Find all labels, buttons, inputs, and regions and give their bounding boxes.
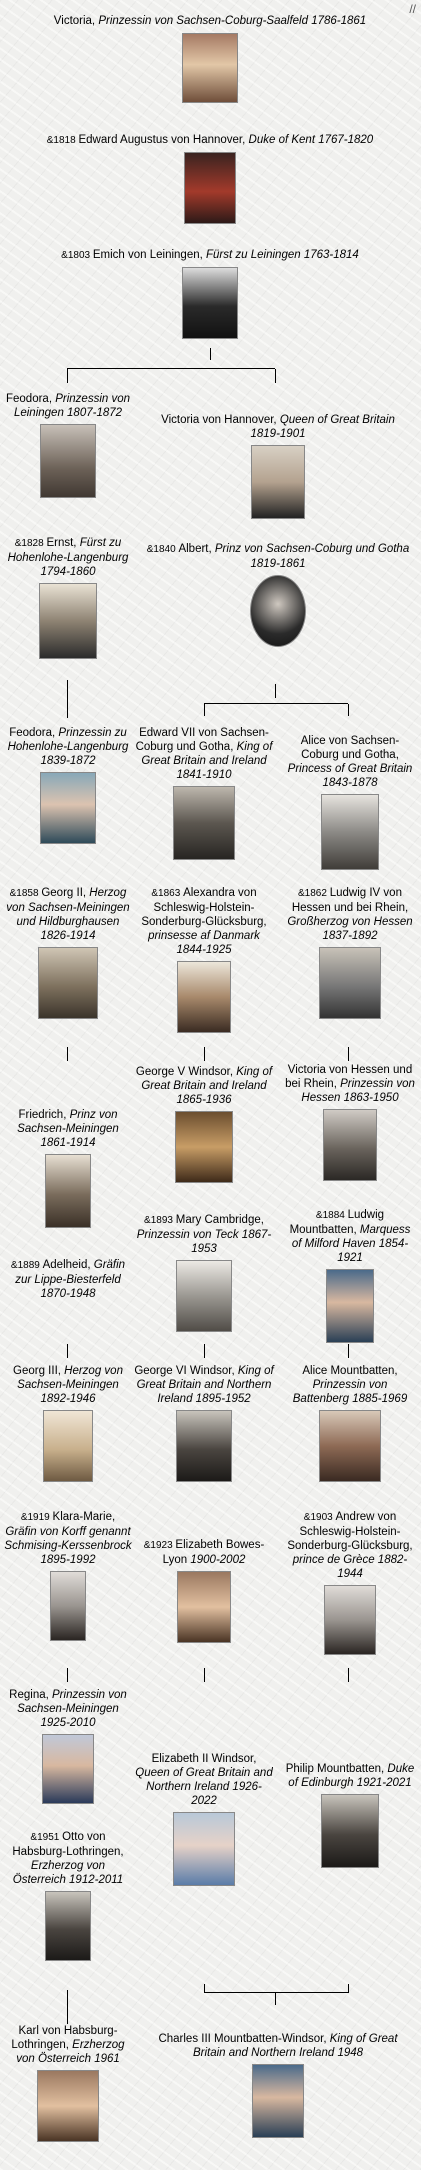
- person-george-v[interactable]: [134, 1065, 274, 1183]
- person-caption: [284, 1762, 416, 1790]
- person-caption: [284, 1510, 416, 1581]
- portrait-image: [326, 1269, 374, 1343]
- marriage-marker: &1923: [143, 1540, 176, 1551]
- person-elizabeth-bowes-lyon[interactable]: [134, 1538, 274, 1643]
- person-name: Ernst,: [46, 537, 80, 549]
- person-caption: [4, 1688, 132, 1730]
- person-name: Friedrich,: [18, 1109, 70, 1121]
- portrait-image: [175, 1111, 233, 1183]
- person-title: Queen of Great Britain 1819-1901: [250, 414, 395, 440]
- person-name: Karl von Habsburg-Lothringen,: [11, 2025, 118, 2051]
- tree-connector: [275, 369, 276, 383]
- person-title: Duke of Edinburgh 1921-2021: [288, 1763, 415, 1789]
- person-title: Prinzessin von Teck 1867-1953: [136, 1229, 272, 1255]
- portrait-image: [319, 947, 381, 1019]
- tree-connector: [348, 1668, 349, 1682]
- person-caption: [4, 1830, 132, 1887]
- person-title: King of Great Britain and Ireland 1865-1936: [141, 1066, 273, 1106]
- person-title: Marquess of Milford Haven 1854-1921: [291, 1224, 411, 1264]
- person-caption: [4, 536, 132, 579]
- portrait-image: [37, 2070, 99, 2142]
- portrait-image: [176, 1410, 232, 1482]
- tree-connector: [204, 1047, 205, 1061]
- person-title: Herzog von Sachsen-Meiningen und Hildburghausen 1826-1914: [6, 887, 130, 942]
- person-name: Klara-Marie,: [52, 1511, 116, 1523]
- tree-connector: [67, 1668, 68, 1682]
- person-title: 1900-2002: [190, 1554, 246, 1566]
- tree-connector: [275, 1993, 276, 2005]
- portrait-image: [38, 947, 98, 1019]
- marriage-marker: &1818: [46, 135, 79, 146]
- person-title: Prinzessin von Sachsen-Meiningen 1925-2010: [17, 1689, 127, 1729]
- portrait-image: [250, 575, 306, 647]
- marriage-marker: &1858: [9, 888, 42, 899]
- tree-connector: [67, 1344, 68, 1358]
- person-title: Prinz von Sachsen-Coburg und Gotha 1819-1861: [214, 543, 410, 570]
- portrait-image: [173, 1812, 235, 1886]
- nav-arrows-link[interactable]: //: [409, 2, 416, 16]
- person-caption: [30, 248, 390, 263]
- person-title: Prinzessin von Sachsen-Coburg-Saalfeld 1786-1861: [98, 15, 367, 27]
- person-caption: [2, 886, 134, 943]
- person-queen-victoria[interactable]: [148, 413, 408, 519]
- person-edward-vii[interactable]: [134, 726, 274, 860]
- person-victoria-hessen[interactable]: [280, 1063, 420, 1181]
- person-elizabeth-ii[interactable]: [134, 1752, 274, 1886]
- portrait-image: [43, 1410, 93, 1482]
- person-alexandra-denmark[interactable]: [134, 886, 274, 1033]
- person-georg-iii[interactable]: [4, 1364, 132, 1482]
- person-caption: [148, 413, 408, 441]
- person-title: Duke of Kent 1767-1820: [248, 134, 374, 146]
- tree-connector: [67, 1047, 68, 1061]
- portrait-image: [176, 1260, 232, 1332]
- marriage-marker: &1903: [303, 1512, 336, 1523]
- person-alice-battenberg[interactable]: [284, 1364, 416, 1482]
- person-caption: [4, 1364, 132, 1406]
- person-title: King of Great Britain and Northern Ireland 1948: [192, 2033, 398, 2059]
- person-title: King of Great Britain and Ireland 1841-1910: [141, 741, 273, 781]
- person-name: Elizabeth II Windsor,: [151, 1753, 257, 1765]
- person-name: Georg II,: [41, 887, 90, 899]
- marriage-marker: &1893: [144, 1215, 176, 1226]
- person-caption: [134, 1538, 274, 1567]
- portrait-image: [40, 424, 96, 498]
- person-ernst-hohenlohe[interactable]: [4, 536, 132, 659]
- person-caption: [4, 1108, 132, 1150]
- person-philip-mountbatten[interactable]: [284, 1762, 416, 1868]
- person-victoria-saalfeld[interactable]: [30, 14, 390, 103]
- person-title: Gräfin von Korff genannt Schmising-Kerssenbrock 1895-1992: [4, 1526, 132, 1566]
- person-title: Fürst zu Leiningen 1763-1814: [206, 249, 359, 261]
- person-name: Victoria von Hannover,: [161, 414, 280, 426]
- person-title: Fürst zu Hohenlohe-Langenburg 1794-1860: [7, 537, 129, 578]
- person-regina-meiningen[interactable]: [4, 1688, 132, 1804]
- portrait-image: [40, 772, 96, 844]
- portrait-image: [321, 1794, 379, 1868]
- person-title: Princess of Great Britain 1843-1878: [287, 763, 413, 789]
- tree-connector: [67, 368, 275, 369]
- person-name: Alexandra von Schleswig-Holstein-Sonderburg-Glücksburg,: [141, 887, 267, 928]
- portrait-image: [42, 1734, 94, 1804]
- person-title: Erzherzog von Österreich 1912-2011: [12, 1860, 124, 1886]
- person-name: Victoria,: [53, 15, 99, 27]
- person-caption: [30, 133, 390, 148]
- portrait-image: [252, 2064, 304, 2138]
- person-title: Großherzog von Hessen 1837-1892: [287, 916, 413, 942]
- person-caption: [134, 886, 274, 957]
- person-name: Mary Cambridge,: [175, 1214, 264, 1226]
- tree-connector: [204, 1992, 349, 1993]
- marriage-marker: &1951: [30, 1832, 63, 1843]
- person-caption: [4, 2024, 132, 2066]
- person-title: Herzog von Sachsen-Meiningen 1892-1946: [17, 1365, 123, 1405]
- person-name: Andrew von Schleswig-Holstein-Sonderburg-Glücksburg,: [287, 1511, 413, 1552]
- portrait-image: [251, 445, 305, 519]
- person-title: Gräfin zur Lippe-Biesterfeld 1870-1948: [15, 1259, 126, 1300]
- person-title: Prinzessin zu Hohenlohe-Langenburg 1839-1872: [7, 727, 129, 767]
- person-mary-teck[interactable]: [134, 1213, 274, 1332]
- person-caption: [284, 734, 416, 790]
- person-name: Georg III,: [13, 1365, 65, 1377]
- portrait-image: [39, 583, 97, 659]
- person-adelheid-lippe[interactable]: [4, 1258, 132, 1301]
- person-title: prinsesse af Danmark 1844-1925: [148, 930, 260, 956]
- person-caption: [4, 1258, 132, 1301]
- person-name: George V Windsor,: [135, 1066, 237, 1078]
- person-friedrich-meiningen[interactable]: [4, 1108, 132, 1228]
- tree-connector: [204, 704, 205, 716]
- portrait-image: [182, 33, 238, 103]
- person-title: prince de Grèce 1882-1944: [292, 1554, 408, 1580]
- person-caption: [4, 392, 132, 420]
- portrait-image: [184, 152, 236, 224]
- person-caption: [134, 1752, 274, 1808]
- person-title: Prinzessin von Hessen 1863-1950: [301, 1078, 415, 1104]
- marriage-marker: &1884: [315, 1210, 348, 1221]
- tree-connector: [210, 348, 211, 360]
- person-otto-habsburg[interactable]: [4, 1830, 132, 1961]
- portrait-image: [173, 786, 235, 860]
- person-name: Feodora,: [9, 727, 59, 739]
- tree-connector: [204, 703, 348, 704]
- person-caption: [4, 726, 132, 768]
- person-title: Prinzessin von Battenberg 1885-1969: [292, 1379, 408, 1405]
- person-name: Ludwig IV von Hessen und bei Rhein,: [291, 887, 409, 914]
- person-title: King of Great Britain and Northern Ireland 1895-1952: [136, 1365, 274, 1405]
- tree-connector: [348, 1047, 349, 1061]
- portrait-image: [323, 1109, 377, 1181]
- person-name: Philip Mountbatten,: [285, 1763, 388, 1775]
- tree-connector: [348, 704, 349, 716]
- person-name: Otto von Habsburg-Lothringen,: [12, 1831, 124, 1858]
- person-caption: [284, 1364, 416, 1406]
- portrait-image: [324, 1585, 376, 1655]
- person-title: Prinz von Sachsen-Meiningen 1861-1914: [17, 1109, 119, 1149]
- person-charles-iii[interactable]: [150, 2032, 406, 2138]
- person-title: Queen of Great Britain and Northern Ireland 1926-2022: [135, 1767, 273, 1807]
- portrait-image: [321, 794, 379, 870]
- person-name: Victoria von Hessen und bei Rhein,: [285, 1064, 413, 1090]
- person-name: Ludwig Mountbatten,: [289, 1209, 385, 1236]
- tree-connector: [348, 1984, 349, 1992]
- person-caption: [134, 1364, 274, 1406]
- person-albert-coburg[interactable]: [138, 542, 418, 647]
- person-name: Albert,: [178, 543, 215, 555]
- person-caption: [280, 1063, 420, 1105]
- person-feodora-leiningen[interactable]: [4, 392, 132, 498]
- marriage-marker: &1862: [298, 888, 330, 899]
- person-ludwig-mountbatten[interactable]: [284, 1208, 416, 1343]
- portrait-image: [50, 1571, 86, 1641]
- person-name: Adelheid,: [42, 1259, 94, 1271]
- person-name: Feodora,: [5, 393, 56, 405]
- person-caption: [284, 886, 416, 943]
- marriage-marker: &1828: [14, 538, 47, 549]
- person-caption: [134, 726, 274, 782]
- portrait-image: [45, 1891, 91, 1961]
- person-ludwig-iv[interactable]: [284, 886, 416, 1019]
- tree-connector: [67, 369, 68, 383]
- person-edward-kent[interactable]: [30, 133, 390, 224]
- person-caption: [134, 1065, 274, 1107]
- person-karl-habsburg[interactable]: [4, 2024, 132, 2142]
- person-andrew-greece[interactable]: [284, 1510, 416, 1655]
- person-emich-leiningen[interactable]: [30, 248, 390, 339]
- person-caption: [150, 2032, 406, 2060]
- portrait-image: [45, 1154, 91, 1228]
- person-george-vi[interactable]: [134, 1364, 274, 1482]
- person-caption: [134, 1213, 274, 1256]
- person-name: Edward VII von Sachsen-Coburg und Gotha,: [135, 727, 269, 753]
- marriage-marker: &1889: [10, 1260, 43, 1271]
- person-name: Regina,: [9, 1689, 53, 1701]
- portrait-image: [177, 961, 231, 1033]
- portrait-image: [182, 267, 238, 339]
- person-georg-ii[interactable]: [2, 886, 134, 1019]
- person-caption: [284, 1208, 416, 1265]
- marriage-marker: &1863: [151, 888, 184, 899]
- person-title: Prinzessin von Leiningen 1807-1872: [13, 393, 131, 419]
- person-klara-marie-korff[interactable]: [4, 1510, 132, 1641]
- tree-connector: [204, 1668, 205, 1682]
- person-name: Alice von Sachsen-Coburg und Gotha,: [300, 735, 400, 761]
- tree-connector: [204, 1344, 205, 1358]
- marriage-marker: &1840: [146, 544, 179, 555]
- tree-connector: [67, 680, 68, 718]
- portrait-image: [319, 1410, 381, 1482]
- tree-connector: [275, 684, 276, 698]
- person-name: George VI Windsor,: [134, 1365, 238, 1377]
- portrait-image: [177, 1571, 231, 1643]
- person-name: Alice Mountbatten,: [302, 1365, 398, 1377]
- person-caption: [30, 14, 390, 29]
- person-alice-coburg[interactable]: [284, 734, 416, 870]
- person-caption: [138, 542, 418, 571]
- person-title: Erzherzog von Österreich 1961: [16, 2039, 125, 2065]
- tree-connector: [204, 1984, 205, 1992]
- person-name: Edward Augustus von Hannover,: [78, 134, 249, 146]
- tree-connector: [67, 1990, 68, 2024]
- person-feodora-hohenlohe[interactable]: [4, 726, 132, 844]
- marriage-marker: &1919: [20, 1512, 53, 1523]
- marriage-marker: &1803: [61, 250, 93, 261]
- tree-connector: [348, 1344, 349, 1358]
- person-name: Elizabeth Bowes-Lyon: [162, 1539, 265, 1566]
- person-caption: [4, 1510, 132, 1567]
- person-name: Charles III Mountbatten-Windsor,: [158, 2033, 330, 2045]
- person-name: Emich von Leiningen,: [92, 249, 207, 261]
